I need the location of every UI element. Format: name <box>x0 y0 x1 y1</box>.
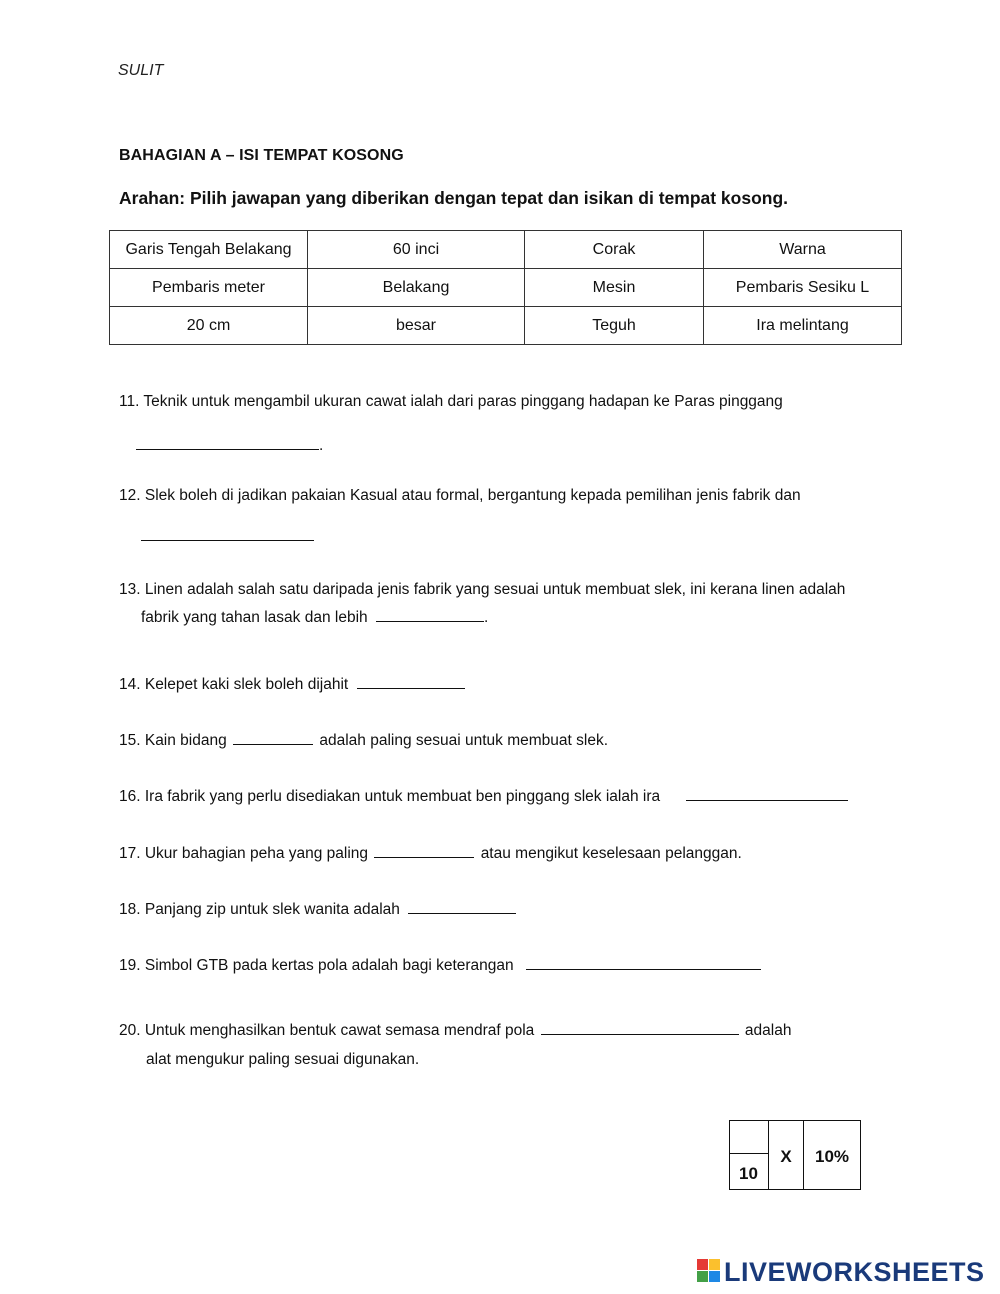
answer-blank-14[interactable] <box>357 687 465 689</box>
question-16-text: 16. Ira fabrik yang perlu disediakan untuk membuat ben pinggang slek ialah ira <box>119 788 661 805</box>
answer-blank-16[interactable] <box>686 799 848 801</box>
question-14-text: 14. Kelepet kaki slek boleh dijahit <box>119 676 349 693</box>
word-bank-row <box>110 231 902 269</box>
word-bank-cell: Pembaris meter <box>110 269 308 307</box>
liveworksheets-logo <box>697 1257 985 1287</box>
word-bank-row <box>110 307 902 345</box>
instruction: Arahan: Pilih jawapan yang diberikan dengan tepat dan isikan di tempat kosong. <box>119 188 789 208</box>
question-19-text: 19. Simbol GTB pada kertas pola adalah bagi keterangan <box>119 957 514 974</box>
answer-blank-11[interactable] <box>136 448 319 450</box>
question-18-text: 18. Panjang zip untuk slek wanita adalah <box>119 901 400 918</box>
fraction-line <box>730 1153 768 1154</box>
answer-blank-15[interactable] <box>233 743 313 745</box>
word-bank-cell: Corak <box>525 231 704 269</box>
question-17-after: atau mengikut keselesaan pelanggan. <box>480 845 742 862</box>
score-denominator: 10 <box>739 1164 758 1183</box>
question-11-end: . <box>319 437 324 454</box>
question-11-answer-line <box>136 437 323 455</box>
word-bank-cell: Pembaris Sesiku L <box>704 269 902 307</box>
question-13-line2-row <box>141 609 488 627</box>
logo-text: LIVEWORKSHEETS <box>724 1256 985 1287</box>
question-20-row <box>119 1022 791 1040</box>
question-20-line2: alat mengukur paling sesuai digunakan. <box>146 1051 420 1068</box>
answer-blank-19[interactable] <box>526 968 761 970</box>
answer-blank-18[interactable] <box>408 912 516 914</box>
answer-blank-17[interactable] <box>374 856 474 858</box>
question-15-after: adalah paling sesuai untuk membuat slek. <box>319 732 609 749</box>
question-13-end: . <box>483 609 489 626</box>
word-bank-cell: besar <box>308 307 525 345</box>
score-fraction-cell <box>730 1121 769 1190</box>
section-title: BAHAGIAN A – ISI TEMPAT KOSONG <box>119 147 404 164</box>
word-bank-cell: 60 inci <box>308 231 525 269</box>
question-11-text: 11. Teknik untuk mengambil ukuran cawat ialah dari paras pinggang hadapan ke Paras pinggang <box>119 393 783 410</box>
question-15-row <box>119 732 608 750</box>
score-box <box>729 1120 861 1190</box>
answer-blank-20[interactable] <box>541 1033 739 1035</box>
score-percent: 10% <box>804 1121 861 1190</box>
score-multiply: X <box>769 1121 804 1190</box>
word-bank-row <box>110 269 902 307</box>
question-13-line1: 13. Linen adalah salah satu daripada jenis fabrik yang sesuai untuk membuat slek, ini kerana linen adalah <box>119 581 846 598</box>
word-bank-cell: Belakang <box>308 269 525 307</box>
word-bank-cell: Garis Tengah Belakang <box>110 231 308 269</box>
word-bank-cell: 20 cm <box>110 307 308 345</box>
question-14-row <box>119 676 465 694</box>
question-12-text: 12. Slek boleh di jadikan pakaian Kasual atau formal, bergantung kepada pemilihan jenis fabrik dan <box>119 487 801 504</box>
question-17-before: 17. Ukur bahagian peha yang paling <box>119 845 369 862</box>
question-16-row <box>119 788 848 806</box>
question-17-row <box>119 845 742 863</box>
header-sulit: SULIT <box>118 62 164 79</box>
answer-blank-13[interactable] <box>376 620 484 622</box>
answer-blank-12[interactable] <box>141 540 314 541</box>
word-bank-cell: Ira melintang <box>704 307 902 345</box>
word-bank-cell: Teguh <box>525 307 704 345</box>
question-20-after: adalah <box>744 1022 792 1039</box>
question-15-before: 15. Kain bidang <box>119 732 227 749</box>
question-19-row <box>119 957 761 975</box>
question-13-line2: fabrik yang tahan lasak dan lebih <box>141 609 368 626</box>
question-18-row <box>119 901 516 919</box>
question-20-before: 20. Untuk menghasilkan bentuk cawat semasa mendraf pola <box>119 1022 535 1039</box>
word-bank-cell: Warna <box>704 231 902 269</box>
word-bank-table <box>109 230 902 345</box>
word-bank-cell: Mesin <box>525 269 704 307</box>
liveworksheets-logo-icon <box>697 1259 721 1285</box>
